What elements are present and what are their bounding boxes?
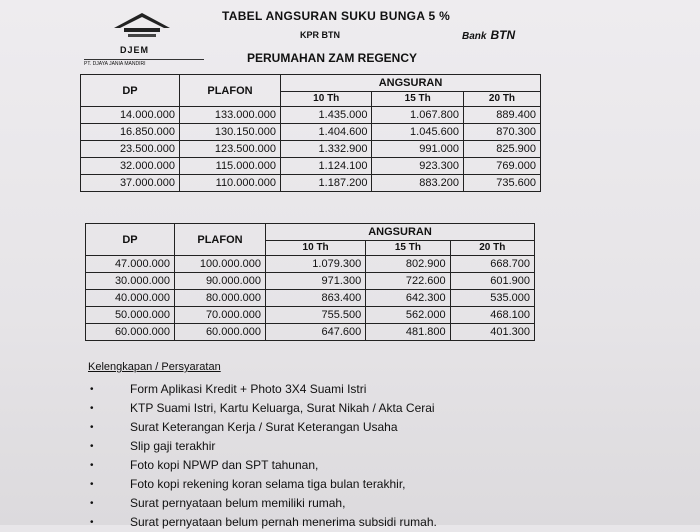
cell-dp: 14.000.000: [81, 107, 180, 124]
installment-table-2: [85, 223, 535, 341]
bullet-icon: •: [90, 441, 94, 452]
cell-10th: 863.400: [266, 290, 366, 307]
page-title: TABEL ANGSURAN SUKU BUNGA 5 %: [222, 9, 451, 23]
cell-20th: 870.300: [463, 124, 540, 141]
col-header-dp: DP: [81, 75, 180, 107]
developer-name: PT. DJAYA JANIA MANDIRI: [84, 59, 204, 67]
bank-logo: [462, 28, 515, 42]
table-row: [81, 158, 541, 175]
col-header-tenor: 15 Th: [372, 92, 463, 107]
table-row: [86, 307, 535, 324]
requirement-text: Foto kopi rekening koran selama tiga bulan terakhir,: [130, 477, 406, 491]
cell-20th: 601.900: [450, 273, 534, 290]
list-item: [86, 513, 437, 532]
page-subtitle: KPR BTN: [300, 30, 340, 40]
requirement-text: Slip gaji terakhir: [130, 439, 216, 453]
cell-dp: 37.000.000: [81, 175, 180, 192]
col-header-tenor: 10 Th: [281, 92, 372, 107]
cell-10th: 755.500: [266, 307, 366, 324]
list-item: [86, 475, 437, 494]
cell-20th: 735.600: [463, 175, 540, 192]
requirement-text: Form Aplikasi Kredit + Photo 3X4 Suami Istri: [130, 382, 367, 396]
cell-20th: 468.100: [450, 307, 534, 324]
col-header-tenor: 10 Th: [266, 241, 366, 256]
developer-logo: [84, 10, 204, 66]
col-header-tenor: 20 Th: [450, 241, 534, 256]
cell-10th: 1.332.900: [281, 141, 372, 158]
cell-20th: 825.900: [463, 141, 540, 158]
installment-table-1: [80, 74, 541, 192]
requirement-text: KTP Suami Istri, Kartu Keluarga, Surat Nikah / Akta Cerai: [130, 401, 435, 415]
cell-20th: 889.400: [463, 107, 540, 124]
cell-10th: 1.079.300: [266, 256, 366, 273]
table-row: [81, 175, 541, 192]
cell-plafon: 110.000.000: [180, 175, 281, 192]
cell-dp: 32.000.000: [81, 158, 180, 175]
table-row: [81, 141, 541, 158]
bank-brand: BTN: [490, 28, 516, 42]
bullet-icon: •: [90, 403, 94, 414]
table-row: [86, 256, 535, 273]
col-header-angsuran: ANGSURAN: [281, 75, 541, 92]
list-item: [86, 380, 437, 399]
table-row: [81, 107, 541, 124]
cell-10th: 1.435.000: [281, 107, 372, 124]
house-roof-icon: [110, 10, 174, 44]
cell-15th: 1.067.800: [372, 107, 463, 124]
cell-dp: 40.000.000: [86, 290, 175, 307]
bullet-icon: •: [90, 422, 94, 433]
cell-10th: 1.404.600: [281, 124, 372, 141]
col-header-plafon: PLAFON: [175, 224, 266, 256]
cell-20th: 668.700: [450, 256, 534, 273]
table-row: [86, 290, 535, 307]
requirement-text: Surat pernyataan belum pernah menerima subsidi rumah.: [130, 515, 437, 529]
col-header-angsuran: ANGSURAN: [266, 224, 535, 241]
cell-dp: 30.000.000: [86, 273, 175, 290]
cell-plafon: 133.000.000: [180, 107, 281, 124]
table-row: [81, 124, 541, 141]
col-header-plafon: PLAFON: [180, 75, 281, 107]
cell-plafon: 90.000.000: [175, 273, 266, 290]
cell-plafon: 123.500.000: [180, 141, 281, 158]
col-header-tenor: 20 Th: [463, 92, 540, 107]
cell-10th: 1.124.100: [281, 158, 372, 175]
cell-dp: 16.850.000: [81, 124, 180, 141]
cell-15th: 991.000: [372, 141, 463, 158]
cell-15th: 722.600: [366, 273, 450, 290]
cell-plafon: 100.000.000: [175, 256, 266, 273]
cell-dp: 23.500.000: [81, 141, 180, 158]
bullet-icon: •: [90, 384, 94, 395]
table-row: [86, 273, 535, 290]
cell-20th: 769.000: [463, 158, 540, 175]
cell-15th: 481.800: [366, 324, 450, 341]
bullet-icon: •: [90, 517, 94, 528]
bank-label: Bank: [462, 31, 487, 42]
developer-logo-text: DJEM: [120, 45, 150, 55]
cell-15th: 802.900: [366, 256, 450, 273]
cell-dp: 50.000.000: [86, 307, 175, 324]
bullet-icon: •: [90, 498, 94, 509]
col-header-dp: DP: [86, 224, 175, 256]
project-name: PERUMAHAN ZAM REGENCY: [247, 51, 418, 65]
cell-10th: 971.300: [266, 273, 366, 290]
list-item: [86, 437, 437, 456]
col-header-tenor: 15 Th: [366, 241, 450, 256]
list-item: [86, 399, 437, 418]
list-item: [86, 456, 437, 475]
requirements-title: Kelengkapan / Persyaratan: [88, 361, 221, 373]
cell-dp: 60.000.000: [86, 324, 175, 341]
bullet-icon: •: [90, 479, 94, 490]
requirement-text: Surat Keterangan Kerja / Surat Keterangan Usaha: [130, 420, 398, 434]
table-row: [86, 324, 535, 341]
cell-plafon: 70.000.000: [175, 307, 266, 324]
cell-plafon: 115.000.000: [180, 158, 281, 175]
requirement-text: Surat pernyataan belum memiliki rumah,: [130, 496, 346, 510]
requirements-list: [86, 380, 437, 532]
cell-10th: 1.187.200: [281, 175, 372, 192]
cell-plafon: 130.150.000: [180, 124, 281, 141]
list-item: [86, 494, 437, 513]
cell-dp: 47.000.000: [86, 256, 175, 273]
cell-15th: 642.300: [366, 290, 450, 307]
requirement-text: Foto kopi NPWP dan SPT tahunan,: [130, 458, 319, 472]
cell-10th: 647.600: [266, 324, 366, 341]
cell-15th: 883.200: [372, 175, 463, 192]
list-item: [86, 418, 437, 437]
cell-15th: 1.045.600: [372, 124, 463, 141]
cell-plafon: 60.000.000: [175, 324, 266, 341]
cell-15th: 923.300: [372, 158, 463, 175]
cell-20th: 535.000: [450, 290, 534, 307]
cell-20th: 401.300: [450, 324, 534, 341]
bullet-icon: •: [90, 460, 94, 471]
cell-plafon: 80.000.000: [175, 290, 266, 307]
cell-15th: 562.000: [366, 307, 450, 324]
